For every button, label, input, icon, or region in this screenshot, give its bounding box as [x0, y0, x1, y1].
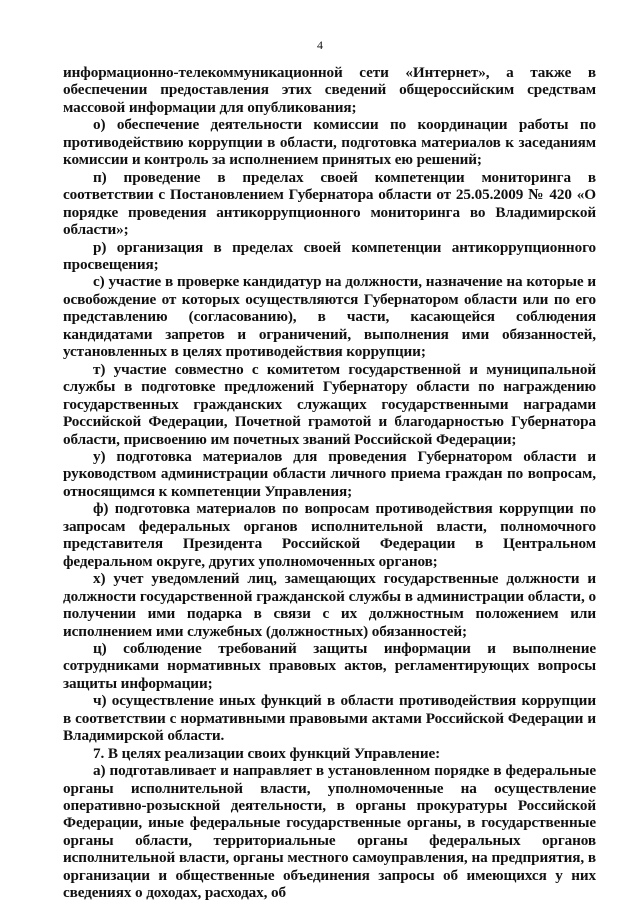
paragraph: х) учет уведомлений лиц, замещающих государственные должности и должности государственной гражданской службы в администрации области, о получении ими подарка в связи с их должностным положением или исполнением ими служебных (должностных) обязанностей; [63, 570, 596, 640]
paragraph: р) организация в пределах своей компетенции антикоррупционного просвещения; [63, 238, 596, 273]
page-number: 4 [317, 38, 323, 52]
paragraph: ц) соблюдение требований защиты информации и выполнение сотрудниками нормативных правовых актов, регламентирующих вопросы защиты информации; [63, 639, 596, 692]
paragraph: ф) подготовка материалов по вопросам противодействия коррупции по запросам федеральных органов исполнительной власти, полномочного представителя Президента Российской Федерации в Центральном федеральном округе, других уполномоченных органов; [63, 500, 596, 570]
paragraph: а) подготавливает и направляет в установленном порядке в федеральные органы исполнительной власти, уполномоченные на осуществление оперативно-розыскной деятельности, в органы прокуратуры Российской Федерации, иные федеральные государственные органы, в государственные органы области, территориальные органы федеральных органов исполнительной власти, органы местного самоуправления, на предприятия, в организации и общественные объединения запросы об имеющихся у них сведениях о доходах, расходах, об [63, 762, 596, 902]
paragraph: с) участие в проверке кандидатур на должности, назначение на которые и освобождение от которых осуществляются Губернатором области или по его представлению (согласованию), в части, касающейся соблюдения кандидатами запретов и ограничений, выполнения ими обязанностей, установленных в целях противодействия коррупции; [63, 273, 596, 361]
paragraph: у) подготовка материалов для проведения Губернатором области и руководством администрации области личного приема граждан по вопросам, относящимся к компетенции Управления; [63, 447, 596, 500]
paragraph: ч) осуществление иных функций в области противодействия коррупции в соответствии с нормативными правовыми актами Российской Федерации и Владимирской области. [63, 692, 596, 745]
paragraph: т) участие совместно с комитетом государственной и муниципальной службы в подготовке предложений Губернатору области по награждению государственных гражданских служащих государственными наградами Российской Федерации, Почетной грамотой и благодарностью Губернатора области, присвоению им почетных званий Российской Федерации; [63, 360, 596, 448]
paragraph: п) проведение в пределах своей компетенции мониторинга в соответствии с Постановлением Губернатора области от 25.05.2009 № 420 «О порядке проведения антикоррупционного мониторинга во Владимирской области»; [63, 168, 596, 239]
document-body [63, 64, 596, 902]
paragraph: информационно-телекоммуникационной сети «Интернет», а также в обеспечении предоставления этих сведений общероссийским средствам массовой информации для опубликования; [63, 64, 596, 116]
paragraph: 7. В целях реализации своих функций Управление: [93, 744, 441, 762]
paragraph: о) обеспечение деятельности комиссии по координации работы по противодействию коррупции в области, подготовка материалов к заседаниям комиссии и контроль за исполнением принятых ею решений; [63, 116, 596, 169]
